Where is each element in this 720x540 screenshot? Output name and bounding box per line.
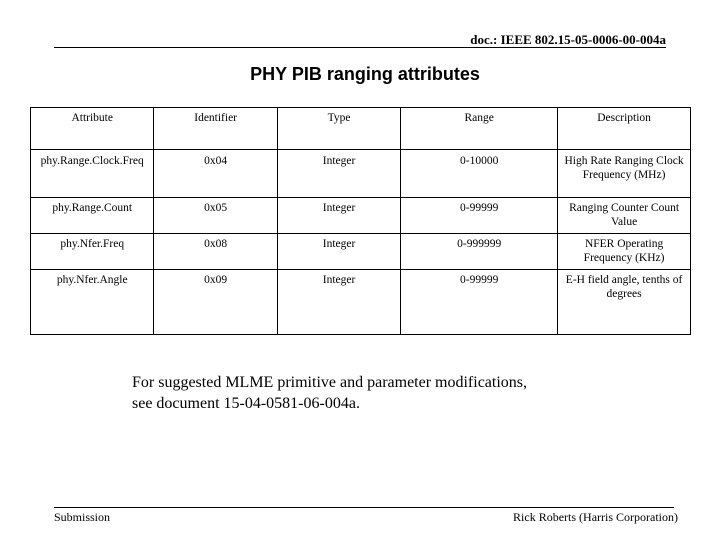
cell-attribute: phy.Nfer.Freq xyxy=(31,234,154,270)
header-description: Description xyxy=(558,108,691,150)
header-attribute: Attribute xyxy=(31,108,154,150)
reference-note xyxy=(132,372,527,414)
footer-author: Rick Roberts (Harris Corporation) xyxy=(513,510,678,524)
cell-range: 0-10000 xyxy=(401,150,558,198)
cell-description: E-H field angle, tenths of degrees xyxy=(558,270,691,335)
header-identifier: Identifier xyxy=(154,108,277,150)
table-row xyxy=(31,198,691,234)
cell-attribute: phy.Range.Count xyxy=(31,198,154,234)
note-line-1: For suggested MLME primitive and parameter modifications, xyxy=(132,374,528,391)
cell-type: Integer xyxy=(277,270,400,335)
cell-description: NFER Operating Frequency (KHz) xyxy=(558,234,691,270)
note-line-2: see document 15-04-0581-06-004a. xyxy=(132,395,360,412)
cell-attribute: phy.Nfer.Angle xyxy=(31,270,154,335)
cell-identifier: 0x04 xyxy=(154,150,277,198)
footer-rule xyxy=(54,507,674,508)
cell-description: Ranging Counter Count Value xyxy=(558,198,691,234)
header-rule xyxy=(54,47,666,48)
cell-type: Integer xyxy=(277,150,400,198)
table-header-row xyxy=(31,108,691,150)
slide-title: PHY PIB ranging attributes xyxy=(250,64,480,84)
cell-identifier: 0x05 xyxy=(154,198,277,234)
cell-range: 0-999999 xyxy=(401,234,558,270)
cell-identifier: 0x08 xyxy=(154,234,277,270)
cell-identifier: 0x09 xyxy=(154,270,277,335)
cell-range: 0-99999 xyxy=(401,198,558,234)
cell-description: High Rate Ranging Clock Frequency (MHz) xyxy=(558,150,691,198)
ranging-attributes-table xyxy=(30,107,691,335)
header-type: Type xyxy=(277,108,400,150)
cell-type: Integer xyxy=(277,198,400,234)
cell-attribute: phy.Range.Clock.Freq xyxy=(31,150,154,198)
table-row xyxy=(31,234,691,270)
table-row xyxy=(31,270,691,335)
cell-range: 0-99999 xyxy=(401,270,558,335)
header-range: Range xyxy=(401,108,558,150)
table-row xyxy=(31,150,691,198)
footer-submission: Submission xyxy=(54,510,111,524)
document-reference: doc.: IEEE 802.15-05-0006-00-004a xyxy=(470,32,666,47)
cell-type: Integer xyxy=(277,234,400,270)
